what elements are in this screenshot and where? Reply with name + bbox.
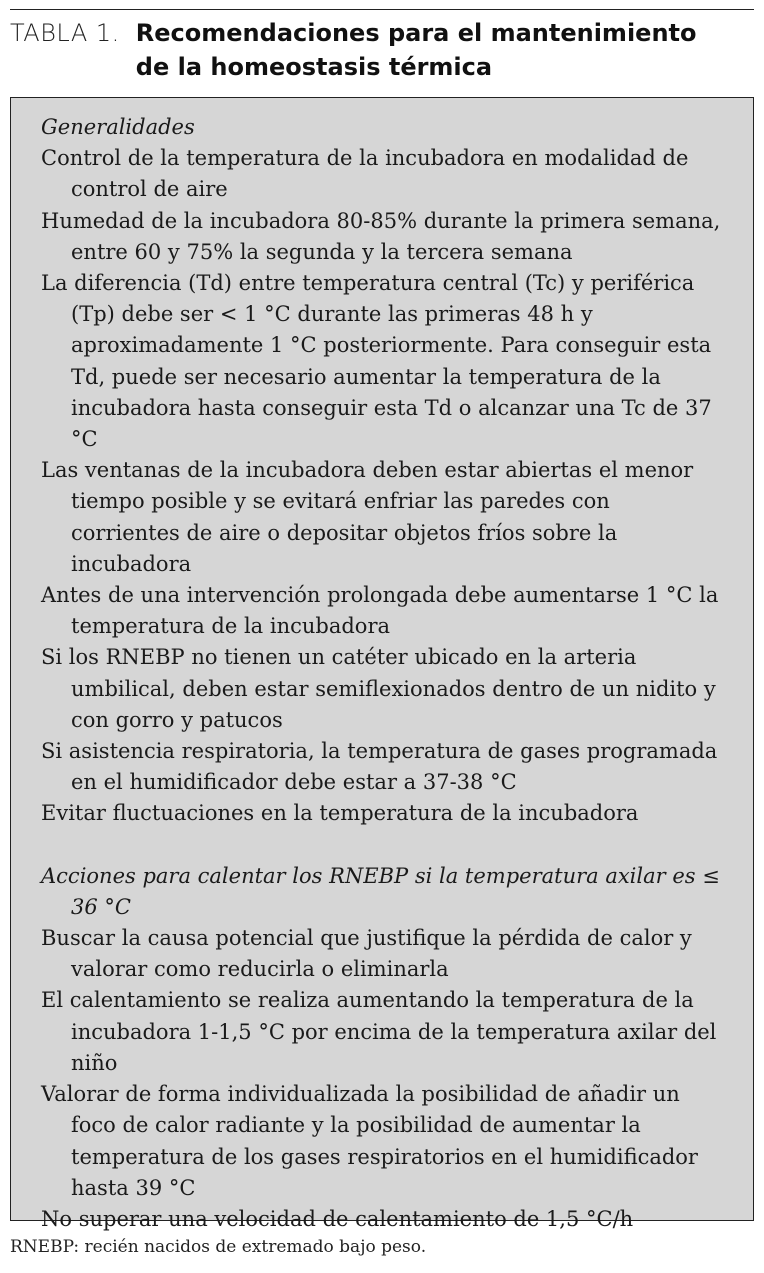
section-title-acciones: Acciones para calentar los RNEBP si la temperatura axilar es ≤ 36 °C <box>41 863 720 919</box>
section-spacer <box>41 830 723 861</box>
table-title-line-1: Recomendaciones para el mantenimiento <box>135 19 697 47</box>
table-label: TABLA 1. <box>10 19 120 47</box>
table-box <box>10 97 754 1231</box>
list-item: Las ventanas de la incubadora deben estar abiertas el menor tiempo posible y se evitará enfriar las paredes con corrientes de aire o depositar objetos fríos sobre la incubadora <box>41 458 694 576</box>
table-title <box>136 16 697 84</box>
table-header <box>10 16 754 84</box>
list-item: Si los RNEBP no tienen un catéter ubicado en la arteria umbilical, deben estar semiflexionados dentro de un nidito y con gorro y patucos <box>41 645 716 732</box>
section-title-generalidades: Generalidades <box>41 115 195 139</box>
top-rule <box>10 9 754 10</box>
table-title-line-2: de la homeostasis térmica <box>135 53 493 81</box>
list-item: Buscar la causa potencial que justifique la pérdida de calor y valorar como reducirla o eliminarla <box>41 926 692 982</box>
list-item: No superar una velocidad de calentamiento de 1,5 °C/h <box>41 1206 634 1231</box>
list-item: Control de la temperatura de la incubadora en modalidad de control de aire <box>41 146 689 202</box>
footnote: RNEBP: recién nacidos de extremado bajo peso. <box>10 1237 427 1257</box>
list-item: La diferencia (Td) entre temperatura central (Tc) y periférica (Tp) debe ser < 1 °C durante las primeras 48 h y aproximadamente 1 °C posteriormente. Para conseguir esta Td, puede ser necesario aumentar la temperatura de la incubadora hasta conseguir esta Td o alcanzar una Tc de 37 °C <box>41 271 712 452</box>
list-item: Humedad de la incubadora 80-85% durante la primera semana, entre 60 y 75% la segunda y la tercera semana <box>41 208 721 264</box>
list-item: El calentamiento se realiza aumentando la temperatura de la incubadora 1-1,5 °C por encima de la temperatura axilar del niño <box>41 988 717 1075</box>
list-item: Si asistencia respiratoria, la temperatura de gases programada en el humidificador debe estar a 37-38 °C <box>41 739 718 795</box>
list-item: Valorar de forma individualizada la posibilidad de añadir un foco de calor radiante y la posibilidad de aumentar la temperatura de los gases respiratorios en el humidificador hasta 39 °C <box>41 1082 698 1200</box>
list-item: Evitar fluctuaciones en la temperatura de la incubadora <box>41 801 639 826</box>
list-item: Antes de una intervención prolongada debe aumentarse 1 °C la temperatura de la incubadora <box>41 583 719 639</box>
